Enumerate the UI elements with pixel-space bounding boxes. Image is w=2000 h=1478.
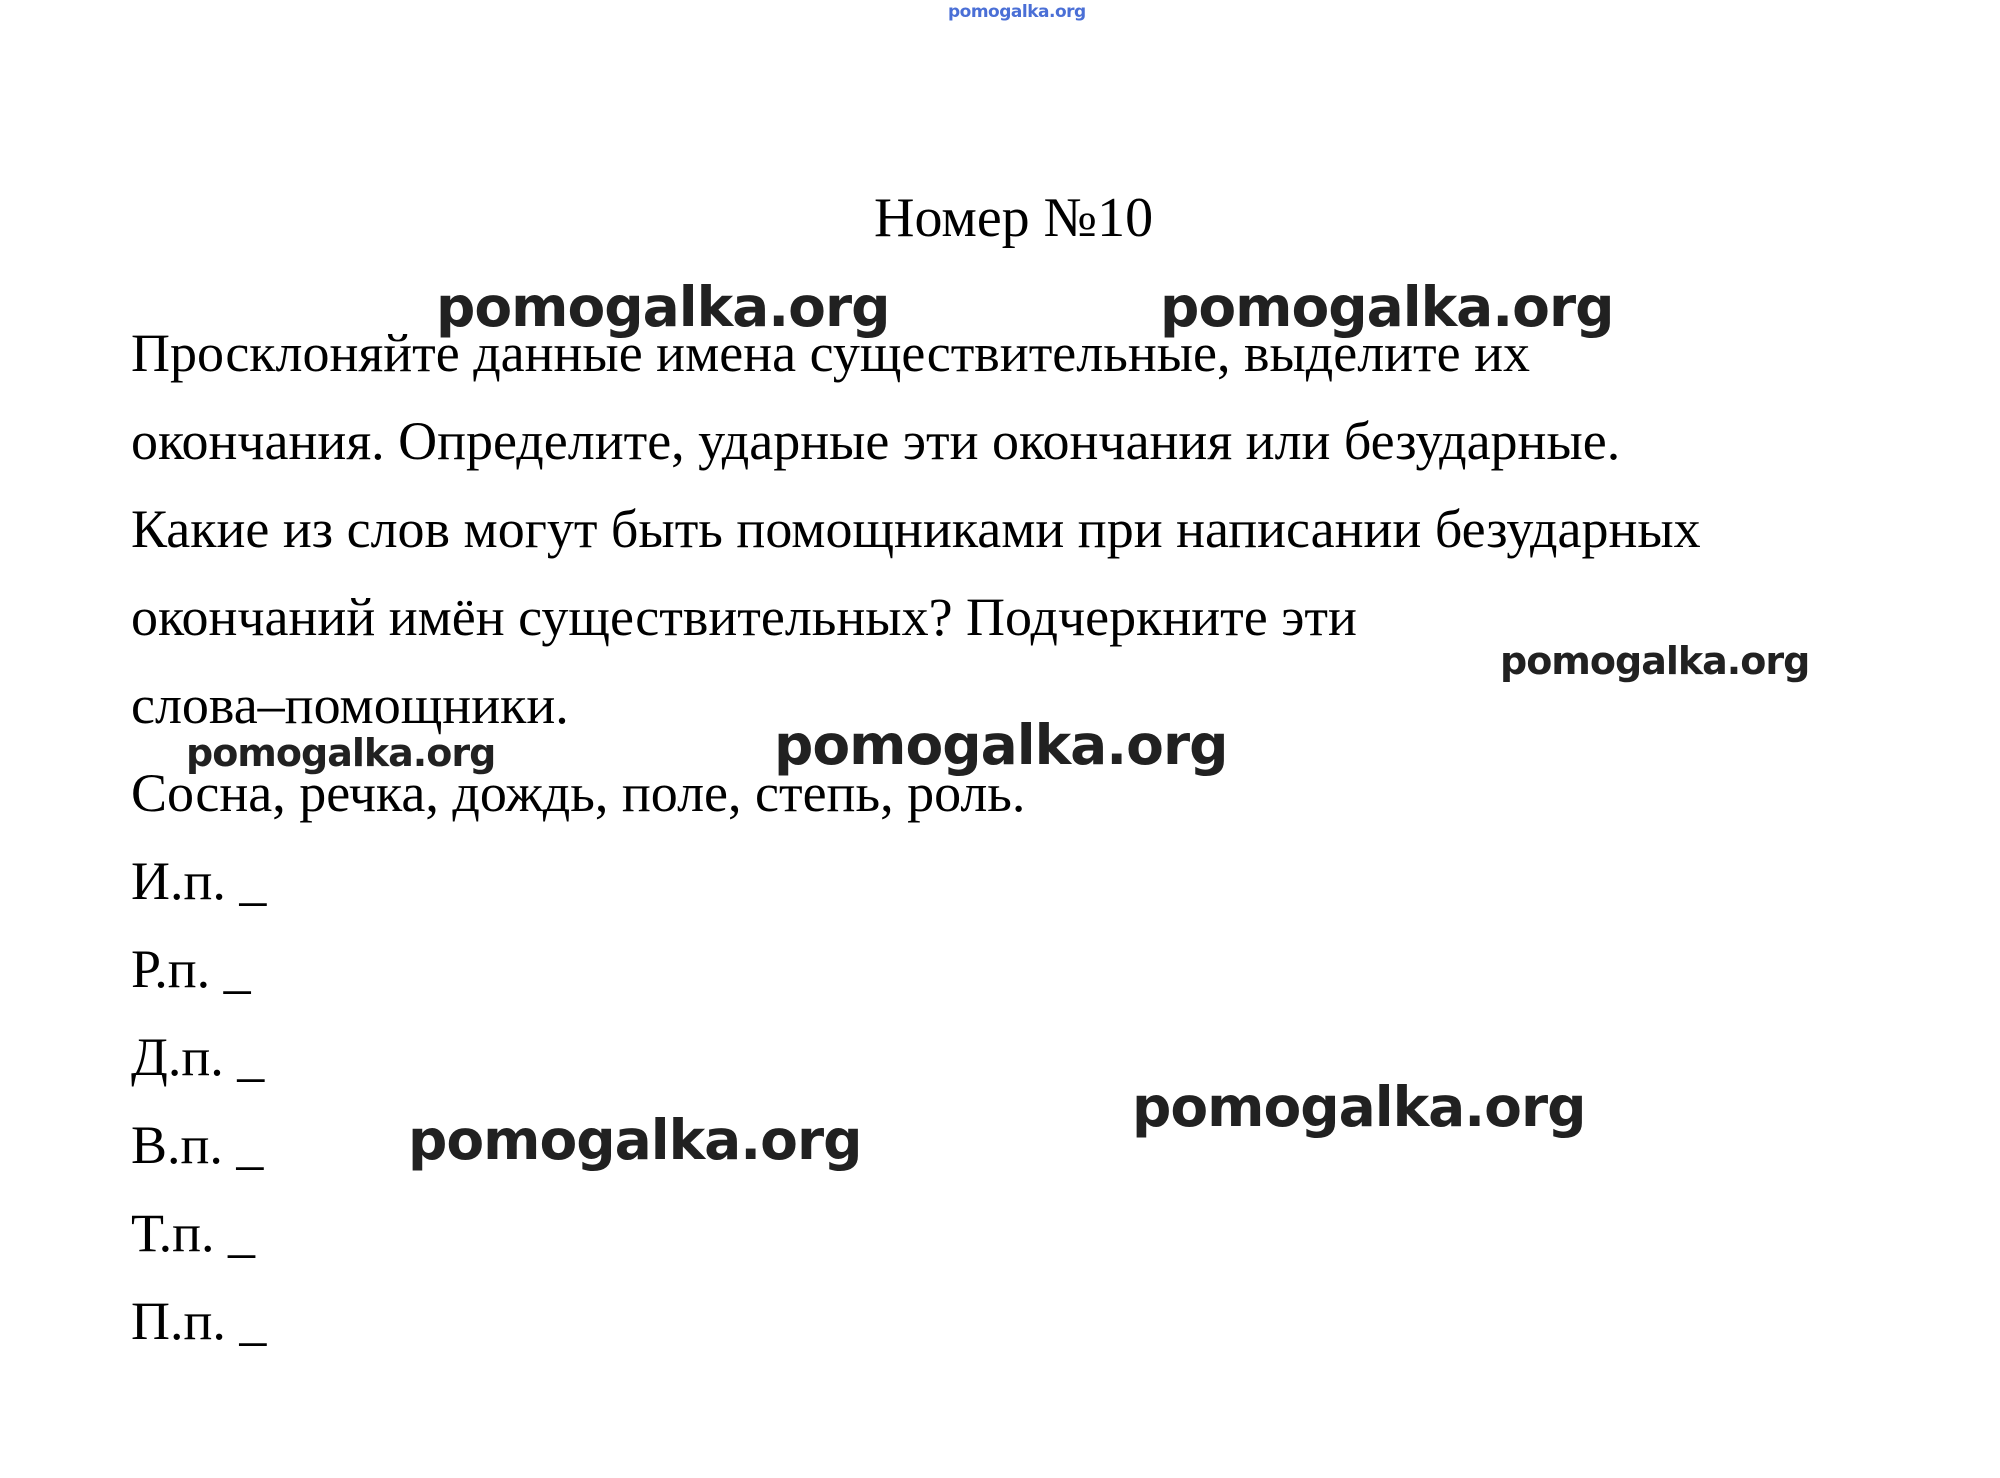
watermark: pomogalka.org <box>1160 275 1614 339</box>
case-item: Т.п. _ <box>131 1203 255 1263</box>
watermark: pomogalka.org <box>1132 1075 1586 1139</box>
task-line: Какие из слов могут быть помощниками при написании безударных <box>131 499 1701 559</box>
case-item: И.п. _ <box>131 851 267 911</box>
watermark: pomogalka.org <box>186 731 496 775</box>
task-line: слова–помощники. <box>131 675 569 735</box>
watermark: pomogalka.org <box>774 713 1228 777</box>
watermark: pomogalka.org <box>436 275 890 339</box>
case-item: Р.п. _ <box>131 939 251 999</box>
task-line: Просклоняйте данные имена существительные, выделите их <box>131 323 1531 383</box>
task-line: окончаний имён существительных? Подчеркните эти <box>131 587 1357 647</box>
header-watermark: pomogalka.org <box>948 2 1086 22</box>
task-line: окончания. Определите, ударные эти окончания или безударные. <box>131 411 1621 471</box>
case-item: П.п. _ <box>131 1291 267 1351</box>
words-line: Сосна, речка, дождь, поле, степь, роль. <box>131 763 1026 823</box>
watermark: pomogalka.org <box>1500 639 1810 683</box>
case-item: В.п. _ <box>131 1115 264 1175</box>
page-title: Номер №10 <box>874 187 1154 249</box>
watermark: pomogalka.org <box>408 1108 862 1172</box>
case-item: Д.п. _ <box>131 1027 265 1087</box>
